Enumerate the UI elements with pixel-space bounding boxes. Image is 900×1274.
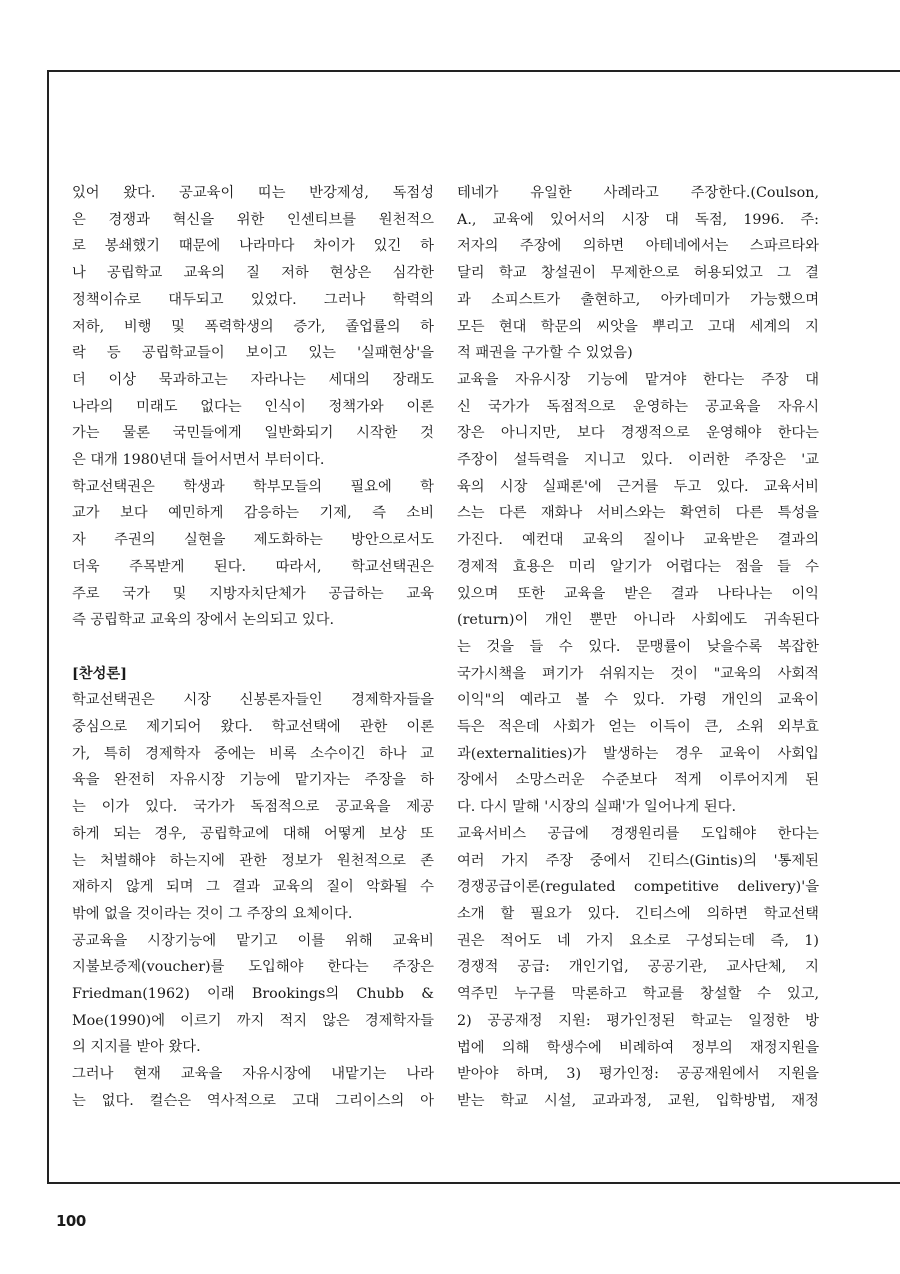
text-line: 육을 완전히 자유시장 기능에 맡기자는 주장을 하 bbox=[72, 772, 434, 789]
text-line: 득은 적은데 사회가 얻는 이득이 큰, 소위 외부효 bbox=[457, 719, 819, 736]
text-line: 더 이상 묵과하고는 자라나는 세대의 장래도 bbox=[72, 371, 434, 388]
text-line: 는 처벌해야 하는지에 관한 정보가 원천적으로 존 bbox=[72, 852, 434, 869]
text-line: 신 국가가 독점적으로 운영하는 공교육을 자유시 bbox=[457, 398, 819, 415]
text-line: 락 등 공립학교들이 보이고 있는 '실패현상'을 bbox=[72, 345, 434, 362]
text-line: (return)이 개인 뿐만 아니라 사회에도 귀속된다 bbox=[457, 612, 819, 629]
text-line: 과(externalities)가 발생하는 경우 교육이 사회입 bbox=[457, 745, 819, 762]
text-line: 학교선택권은 학생과 학부모들의 필요에 학 bbox=[72, 478, 434, 495]
text-line: 모든 현대 학문의 씨앗을 뿌리고 고대 세계의 지 bbox=[457, 318, 819, 335]
text-line: 경쟁공급이론(regulated competitive delivery)'을 bbox=[457, 879, 819, 896]
text-line: 는 없다. 컬슨은 역사적으로 고대 그리이스의 아 bbox=[72, 1092, 434, 1109]
text-line: 하게 되는 경우, 공립학교에 대해 어떻게 보상 또 bbox=[72, 825, 434, 842]
text-line: 육의 시장 실패론'에 근거를 두고 있다. 교육서비 bbox=[457, 478, 819, 495]
text-line: 과 소피스트가 출현하고, 아카데미가 가능했으며 bbox=[457, 291, 819, 308]
text-line: 가, 특히 경제학자 중에는 비록 소수이긴 하나 교 bbox=[72, 745, 434, 762]
text-line: 소개 할 필요가 있다. 긴티스에 의하면 학교선택 bbox=[457, 905, 819, 922]
text-line: 밖에 없을 것이라는 것이 그 주장의 요체이다. bbox=[72, 905, 353, 922]
text-line: 가진다. 예컨대 교육의 질이나 교육받은 결과의 bbox=[457, 532, 819, 549]
text-line: 경제적 효용은 미리 알기가 어렵다는 점을 들 수 bbox=[457, 558, 819, 575]
text-line: 가는 물론 국민들에게 일반화되기 시작한 것 bbox=[72, 425, 434, 442]
text-line: 받는 학교 시설, 교과과정, 교원, 입학방법, 재정 bbox=[457, 1092, 819, 1109]
text-line: 는 이가 있다. 국가가 독점적으로 공교육을 제공 bbox=[72, 799, 434, 816]
text-line: 권은 적어도 네 가지 요소로 구성되는데 즉, 1) bbox=[457, 932, 819, 949]
text-line: 장에서 소망스러운 수준보다 적게 이루어지게 된 bbox=[457, 772, 819, 789]
text-line: 더욱 주목받게 된다. 따라서, 학교선택권은 bbox=[72, 558, 434, 575]
paragraph-gap bbox=[72, 634, 434, 661]
text-line: 경쟁적 공급: 개인기업, 공공기관, 교사단체, 지 bbox=[457, 959, 819, 976]
text-line: 적 패권을 구가할 수 있었음) bbox=[457, 345, 633, 362]
text-line: 의 지지를 받아 왔다. bbox=[72, 1039, 201, 1056]
text-line: 2) 공공재정 지원: 평가인정된 학교는 일정한 방 bbox=[457, 1012, 819, 1029]
text-line: A., 교육에 있어서의 시장 대 독점, 1996. 주: bbox=[457, 211, 819, 228]
page-bottom-rule bbox=[47, 1182, 900, 1184]
text-line: 스는 다른 재화나 서비스와는 확연히 다른 특성을 bbox=[457, 505, 819, 522]
text-line: 중심으로 제기되어 왔다. 학교선택에 관한 이론 bbox=[72, 719, 434, 736]
text-line: 저하, 비행 및 폭력학생의 증가, 졸업률의 하 bbox=[72, 318, 434, 335]
text-line: 정책이슈로 대두되고 있었다. 그러나 학력의 bbox=[72, 291, 434, 308]
text-line: 여러 가지 주장 중에서 긴티스(Gintis)의 '통제된 bbox=[457, 852, 819, 869]
text-line: 법에 의해 학생수에 비례하여 정부의 재정지원을 bbox=[457, 1039, 819, 1056]
text-line: 은 대개 1980년대 들어서면서 부터이다. bbox=[72, 452, 325, 469]
text-line: 저자의 주장에 의하면 아테네에서는 스파르타와 bbox=[457, 238, 819, 255]
right-text-column bbox=[457, 180, 819, 1115]
text-line: 장은 아니지만, 보다 경쟁적으로 운영해야 한다는 bbox=[457, 425, 819, 442]
text-line: 자 주권의 실현을 제도화하는 방안으로서도 bbox=[72, 532, 434, 549]
text-line: 달리 학교 창설권이 무제한으로 허용되었고 그 결 bbox=[457, 265, 819, 282]
text-line: 이익"의 예라고 볼 수 있다. 가령 개인의 교육이 bbox=[457, 692, 819, 709]
text-line: 교육을 자유시장 기능에 맡겨야 한다는 주장 대 bbox=[457, 371, 819, 388]
text-line: 로 봉쇄했기 때문에 나라마다 차이가 있긴 하 bbox=[72, 238, 434, 255]
text-line: 교가 보다 예민하게 감응하는 기제, 즉 소비 bbox=[72, 505, 434, 522]
text-line: 역주민 누구를 막론하고 학교를 창설할 수 있고, bbox=[457, 986, 819, 1003]
text-line: 받아야 하며, 3) 평가인정: 공공재원에서 지원을 bbox=[457, 1066, 819, 1083]
text-line: 다. 다시 말해 '시장의 실패'가 일어나게 된다. bbox=[457, 799, 736, 816]
text-line: 은 경쟁과 혁신을 위한 인센티브를 원천적으 bbox=[72, 211, 434, 228]
text-line: 주장이 설득력을 지니고 있다. 이러한 주장은 '교 bbox=[457, 452, 819, 469]
text-line: 교육서비스 공급에 경쟁원리를 도입해야 한다는 bbox=[457, 825, 819, 842]
page-top-rule bbox=[47, 70, 900, 72]
text-line: 공교육을 시장기능에 맡기고 이를 위해 교육비 bbox=[72, 932, 434, 949]
page-number: 100 bbox=[56, 1212, 86, 1230]
text-line: 테네가 유일한 사례라고 주장한다.(Coulson, bbox=[457, 185, 819, 201]
text-line: 지불보증제(voucher)를 도입해야 한다는 주장은 bbox=[72, 959, 434, 976]
left-text-column bbox=[72, 180, 434, 1115]
text-line: Friedman(1962) 이래 Brookings의 Chubb & bbox=[72, 986, 434, 1003]
text-line: 있으며 또한 교육을 받은 결과 나타나는 이익 bbox=[457, 585, 819, 602]
section-heading: [찬성론] bbox=[72, 665, 127, 682]
text-line: Moe(1990)에 이르기 까지 적지 않은 경제학자들 bbox=[72, 1012, 434, 1029]
text-line: 나 공립학교 교육의 질 저하 현상은 심각한 bbox=[72, 265, 434, 282]
text-line: 재하지 않게 되며 그 결과 교육의 질이 악화될 수 bbox=[72, 879, 434, 896]
text-line: 주로 국가 및 지방자치단체가 공급하는 교육 bbox=[72, 585, 434, 602]
text-line: 학교선택권은 시장 신봉론자들인 경제학자들을 bbox=[72, 692, 434, 709]
text-line: 국가시책을 펴기가 쉬워지는 것이 "교육의 사회적 bbox=[457, 665, 819, 682]
text-line: 즉 공립학교 교육의 장에서 논의되고 있다. bbox=[72, 612, 335, 629]
page-left-rule bbox=[47, 70, 49, 1182]
text-line: 있어 왔다. 공교육이 띠는 반강제성, 독점성 bbox=[72, 185, 434, 201]
text-line: 는 것을 들 수 있다. 문맹률이 낮을수록 복잡한 bbox=[457, 638, 819, 655]
text-line: 그러나 현재 교육을 자유시장에 내맡기는 나라 bbox=[72, 1066, 434, 1083]
text-line: 나라의 미래도 없다는 인식이 정책가와 이론 bbox=[72, 398, 434, 415]
